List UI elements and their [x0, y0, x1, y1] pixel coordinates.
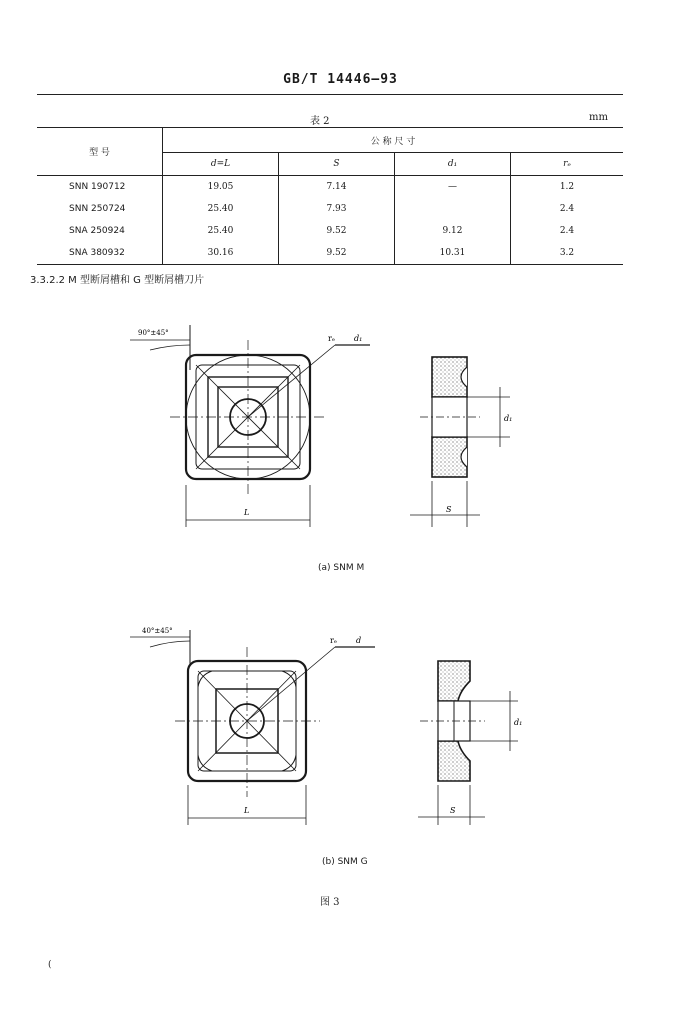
figure-b-drawing	[120, 625, 540, 825]
cell-re: 2.4	[511, 220, 624, 242]
cell-d1: 9.12	[395, 220, 511, 242]
cell-d1: —	[395, 176, 511, 199]
L-label: L	[244, 508, 250, 517]
col-dL-header: d=L	[163, 153, 279, 176]
table-unit: mm	[589, 112, 608, 123]
table-row	[37, 198, 623, 220]
table-title: 表 2	[310, 116, 330, 127]
table-row	[37, 242, 623, 265]
d-label: d	[356, 636, 362, 645]
radius-label: rₑ	[328, 334, 335, 343]
standard-header: GB/T 14446—93	[283, 72, 398, 87]
figure-b-caption: (b) SNM G	[322, 857, 368, 867]
cell-dL: 25.40	[163, 220, 279, 242]
figure-number: 图 3	[320, 897, 340, 908]
col-re-header: rₑ	[511, 153, 624, 176]
cell-d1	[395, 198, 511, 220]
cell-model: SNA 250924	[69, 226, 125, 236]
side-d1-label: d₁	[514, 718, 523, 727]
table-row	[37, 220, 623, 242]
figure-a-drawing	[120, 305, 540, 580]
cell-s: 7.14	[279, 176, 395, 199]
col-s-header: S	[279, 153, 395, 176]
cell-re: 2.4	[511, 198, 624, 220]
S-label: S	[446, 505, 452, 514]
cell-model: SNN 250724	[69, 204, 126, 214]
cell-s: 9.52	[279, 220, 395, 242]
col-model-header: 型 号	[89, 148, 110, 158]
side-d1-label: d₁	[504, 414, 513, 423]
cell-re: 3.2	[511, 242, 624, 265]
cell-s: 7.93	[279, 198, 395, 220]
cell-model: SNN 190712	[69, 182, 126, 192]
radius-label: rₑ	[330, 636, 337, 645]
cell-re: 1.2	[511, 176, 624, 199]
cell-dL: 30.16	[163, 242, 279, 265]
d1-label: d₁	[354, 334, 363, 343]
cell-dL: 25.40	[163, 198, 279, 220]
section-heading: 3.3.2.2 M 型断屑槽和 G 型断屑槽刀片	[30, 275, 205, 286]
cell-dL: 19.05	[163, 176, 279, 199]
group-header: 公 称 尺 寸	[163, 128, 624, 153]
page-mark: (	[48, 960, 52, 970]
header-rule	[37, 94, 623, 95]
cell-d1: 10.31	[395, 242, 511, 265]
angle-label: 40°±45°	[142, 627, 173, 635]
angle-label: 90°±45°	[138, 329, 169, 337]
figure-a-caption: (a) SNM M	[318, 563, 365, 573]
S-label: S	[450, 806, 456, 815]
cell-s: 9.52	[279, 242, 395, 265]
col-d1-header: d₁	[395, 153, 511, 176]
cell-model: SNA 380932	[37, 242, 163, 265]
table-row	[37, 176, 623, 199]
dimension-table	[37, 127, 623, 265]
L-label: L	[244, 806, 250, 815]
